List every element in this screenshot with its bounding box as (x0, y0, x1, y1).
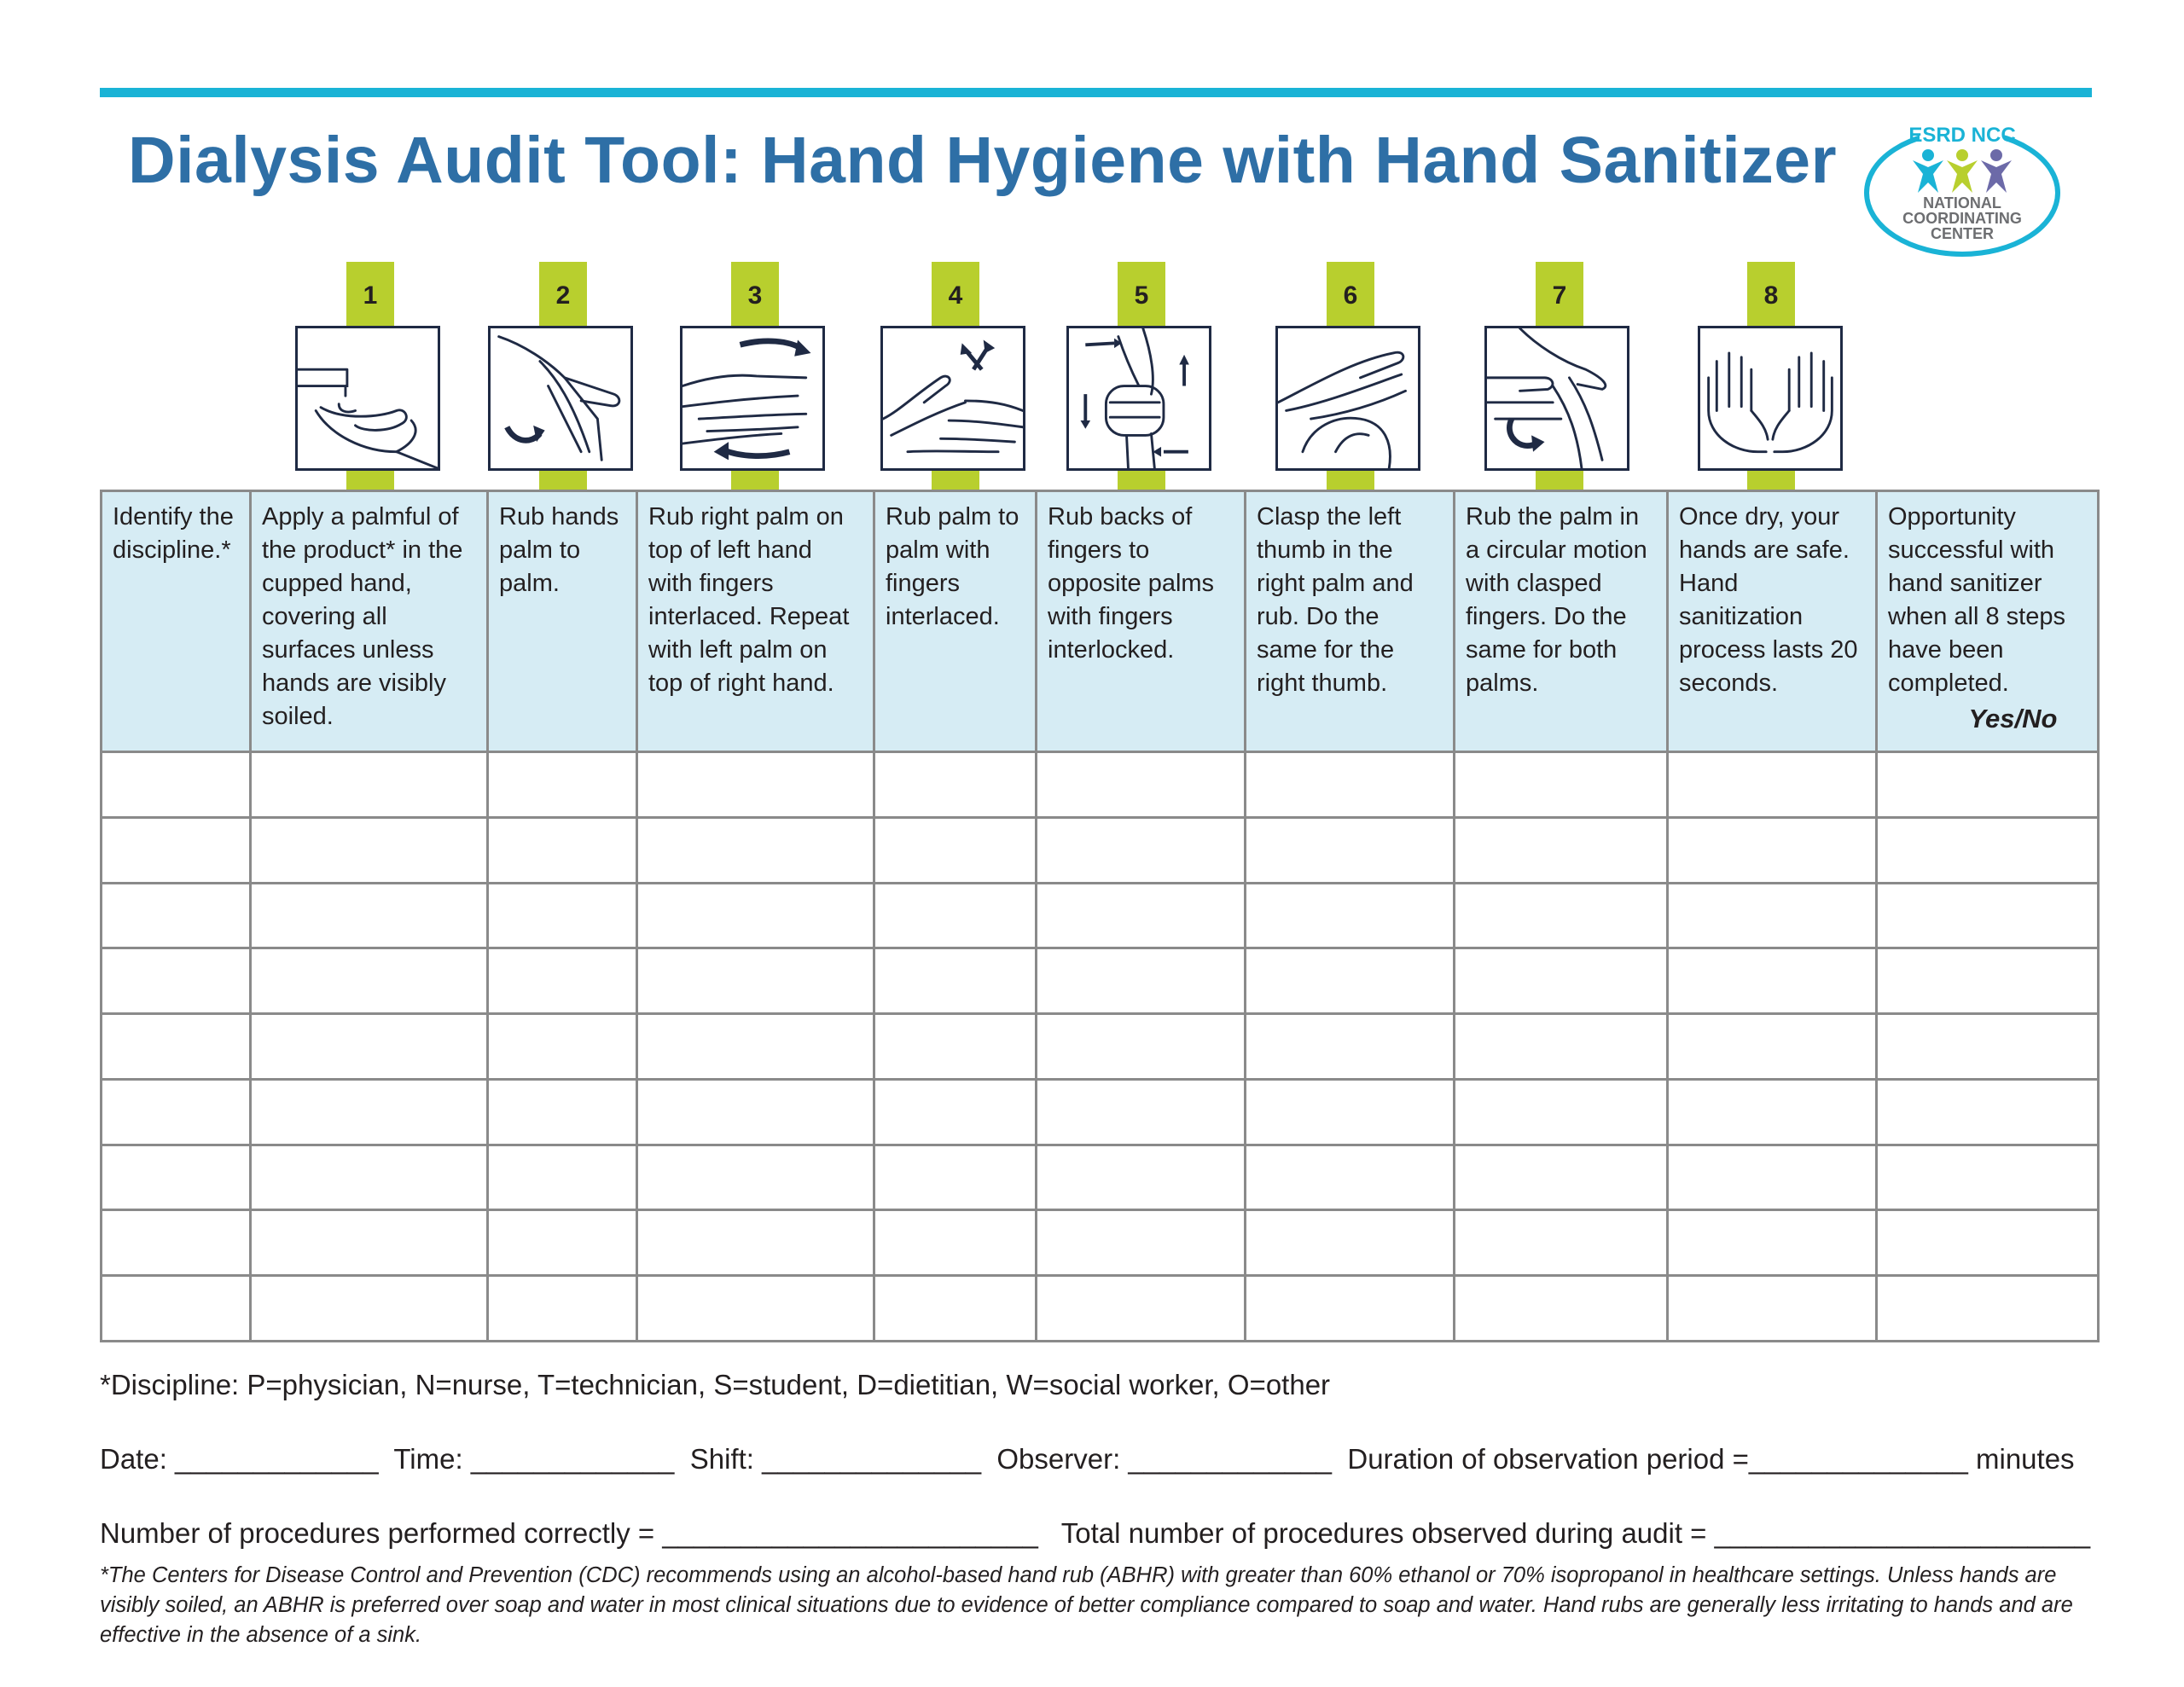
step-5-number: 5 (1118, 262, 1165, 326)
form-line-date-time: Date: _____________ Time: _____________ Shift: ______________ Observer: _____________ Duration of observation period =______________ minutes (100, 1443, 2075, 1475)
audit-entry-cell[interactable] (637, 752, 874, 818)
audit-entry-cell[interactable] (1877, 1210, 2099, 1276)
audit-entry-cell[interactable] (102, 1210, 251, 1276)
audit-entry-cell[interactable] (1455, 1276, 1668, 1342)
audit-entry-cell[interactable] (1668, 752, 1877, 818)
audit-entry-cell[interactable] (102, 948, 251, 1014)
audit-entry-cell[interactable] (1246, 752, 1455, 818)
audit-entry-cell[interactable] (488, 883, 637, 948)
audit-entry-cell[interactable] (1455, 948, 1668, 1014)
audit-entry-cell[interactable] (637, 817, 874, 883)
header-cell-step-2 (488, 491, 637, 752)
header-text: Rub hands palm to palm. (499, 503, 619, 597)
audit-entry-cell[interactable] (637, 883, 874, 948)
esrd-ncc-logo (1860, 116, 2065, 261)
header-text: Rub right palm on top of left hand with fingers interlaced. Repeat with left palm on top of right hand. (648, 503, 850, 697)
audit-entry-cell[interactable] (1037, 752, 1246, 818)
fingertips-circular-icon (1484, 326, 1629, 471)
header-cell-step-3 (637, 491, 874, 752)
step-7-number: 7 (1536, 262, 1583, 326)
audit-entry-cell[interactable] (1455, 752, 1668, 818)
audit-entry-cell[interactable] (251, 1079, 488, 1145)
audit-entry-cell[interactable] (1668, 1210, 1877, 1276)
audit-entry-cell[interactable] (488, 1210, 637, 1276)
yes-no-label: Yes/No (1968, 704, 2058, 733)
audit-entry-cell[interactable] (874, 948, 1037, 1014)
audit-entry-cell[interactable] (1455, 1014, 1668, 1080)
audit-entry-cell[interactable] (102, 883, 251, 948)
audit-entry-cell[interactable] (1877, 1079, 2099, 1145)
audit-entry-cell[interactable] (1455, 1210, 1668, 1276)
audit-entry-cell[interactable] (1455, 1145, 1668, 1210)
step-6-number: 6 (1327, 262, 1374, 326)
audit-entry-cell[interactable] (874, 1014, 1037, 1080)
audit-entry-cell[interactable] (874, 1210, 1037, 1276)
audit-entry-cell[interactable] (1877, 1014, 2099, 1080)
audit-entry-cell[interactable] (874, 817, 1037, 883)
audit-entry-cell[interactable] (1246, 1014, 1455, 1080)
audit-entry-cell[interactable] (1668, 817, 1877, 883)
audit-entry-cell[interactable] (1455, 883, 1668, 948)
svg-text:CENTER: CENTER (1930, 225, 1995, 242)
audit-entry-cell[interactable] (1455, 1079, 1668, 1145)
audit-entry-cell[interactable] (1668, 1276, 1877, 1342)
audit-entry-cell[interactable] (488, 752, 637, 818)
step-4-number: 4 (932, 262, 979, 326)
header-cell-outcome (1877, 491, 2099, 752)
audit-entry-cell[interactable] (488, 1079, 637, 1145)
audit-entry-cell[interactable] (251, 883, 488, 948)
audit-entry-cell[interactable] (251, 1145, 488, 1210)
audit-entry-cell[interactable] (1246, 1276, 1455, 1342)
step-8-tag-foot (1747, 471, 1795, 490)
audit-entry-cell[interactable] (1668, 883, 1877, 948)
audit-entry-cell[interactable] (102, 817, 251, 883)
audit-entry-cell[interactable] (1246, 883, 1455, 948)
audit-entry-row (102, 1079, 2099, 1145)
audit-entry-cell[interactable] (1455, 817, 1668, 883)
header-cell-step-5 (1037, 491, 1246, 752)
audit-entry-row (102, 948, 2099, 1014)
header-text: Opportunity successful with hand sanitizer when all 8 steps have been completed. (1888, 503, 2065, 697)
audit-entry-cell[interactable] (1877, 1145, 2099, 1210)
audit-entry-cell[interactable] (102, 1014, 251, 1080)
step-5-tag-foot (1118, 471, 1165, 490)
audit-entry-cell[interactable] (637, 1210, 874, 1276)
step-2-tag-foot (539, 471, 587, 490)
header-text: Clasp the left thumb in the right palm and rub. Do the same for the right thumb. (1257, 503, 1414, 697)
svg-text:ESRD NCC: ESRD NCC (1908, 124, 2016, 147)
audit-entry-cell[interactable] (1877, 948, 2099, 1014)
step-3-number: 3 (731, 262, 779, 326)
audit-entry-cell[interactable] (1037, 883, 1246, 948)
audit-entry-row (102, 883, 2099, 948)
audit-entry-cell[interactable] (874, 752, 1037, 818)
form-line-procedures: Number of procedures performed correctly = ________________________ Total number of procedures observed during audit = ________________________ (100, 1517, 2091, 1549)
audit-entry-cell[interactable] (1246, 817, 1455, 883)
audit-entry-cell[interactable] (1668, 1079, 1877, 1145)
audit-entry-cell[interactable] (874, 883, 1037, 948)
step-3-tag-foot (731, 471, 779, 490)
audit-entry-cell[interactable] (102, 752, 251, 818)
audit-entry-cell[interactable] (251, 817, 488, 883)
audit-entry-cell[interactable] (102, 1145, 251, 1210)
audit-entry-row (102, 1014, 2099, 1080)
audit-entry-cell[interactable] (251, 752, 488, 818)
audit-entry-cell[interactable] (1037, 948, 1246, 1014)
discipline-key: *Discipline: P=physician, N=nurse, T=technician, S=student, D=dietitian, W=social worker, O=other (100, 1369, 1331, 1400)
audit-entry-cell[interactable] (1668, 1014, 1877, 1080)
page-title: Dialysis Audit Tool: Hand Hygiene with Hand Sanitizer (128, 124, 1838, 197)
audit-entry-cell[interactable] (1668, 948, 1877, 1014)
audit-entry-cell[interactable] (251, 1014, 488, 1080)
audit-entry-cell[interactable] (874, 1276, 1037, 1342)
audit-entry-cell[interactable] (1037, 1210, 1246, 1276)
audit-entry-cell[interactable] (637, 948, 874, 1014)
audit-entry-cell[interactable] (637, 1276, 874, 1342)
header-cell-step-1 (251, 491, 488, 752)
audit-table (100, 490, 2100, 1342)
step-4-tag-foot (932, 471, 979, 490)
step-2-number: 2 (539, 262, 587, 326)
table-header-row (102, 491, 2099, 752)
audit-entry-cell[interactable] (1668, 1145, 1877, 1210)
audit-entry-cell[interactable] (1246, 948, 1455, 1014)
audit-entry-cell[interactable] (1037, 1276, 1246, 1342)
audit-entry-cell[interactable] (102, 1079, 251, 1145)
header-cell-step-8 (1668, 491, 1877, 752)
audit-entry-cell[interactable] (1246, 1210, 1455, 1276)
top-accent-bar (100, 88, 2092, 97)
audit-entry-cell[interactable] (1877, 817, 2099, 883)
audit-entry-cell[interactable] (488, 817, 637, 883)
step-8-number: 8 (1747, 262, 1795, 326)
audit-entry-cell[interactable] (1877, 752, 2099, 818)
audit-entry-row (102, 817, 2099, 883)
audit-entry-row (102, 1145, 2099, 1210)
step-6-tag-foot (1327, 471, 1374, 490)
audit-entry-cell[interactable] (1037, 1079, 1246, 1145)
audit-entry-row (102, 1210, 2099, 1276)
thumb-rotation-icon (1275, 326, 1420, 471)
audit-entry-cell[interactable] (1246, 1079, 1455, 1145)
svg-text:NATIONAL: NATIONAL (1923, 194, 2001, 212)
audit-entry-cell[interactable] (874, 1079, 1037, 1145)
palm-to-palm-icon (488, 326, 633, 471)
header-text: Rub backs of fingers to opposite palms with fingers interlocked. (1048, 503, 1215, 664)
header-cell-discipline (102, 491, 251, 752)
svg-text:COORDINATING: COORDINATING (1902, 210, 2022, 227)
step-1-number: 1 (346, 262, 394, 326)
audit-entry-cell[interactable] (1037, 1145, 1246, 1210)
audit-entry-cell[interactable] (874, 1145, 1037, 1210)
audit-entry-row (102, 752, 2099, 818)
audit-entry-cell[interactable] (488, 1014, 637, 1080)
cdc-footnote: *The Centers for Disease Control and Prevention (CDC) recommends using an alcohol-based hand rub (ABHR) with greater than 60% ethanol or 70% isopropanol in healthcare settings. Unless hands are visibly soiled, an ABHR is preferred over soap and water in most clinical situations due to evidence of better compliance compared to soap and water. Hand rubs are generally less irritating to hands and are effective in the absence of a sink. (100, 1563, 2073, 1647)
step-7-tag-foot (1536, 471, 1583, 490)
audit-entry-cell[interactable] (488, 1276, 637, 1342)
dry-hands-icon (1698, 326, 1843, 471)
audit-entry-cell[interactable] (637, 1079, 874, 1145)
header-text: Apply a palmful of the product* in the cupped hand, covering all surfaces unless hands are visibly soiled. (262, 503, 463, 730)
header-cell-step-7 (1455, 491, 1668, 752)
header-text: Rub palm to palm with fingers interlaced. (886, 503, 1019, 630)
audit-entry-cell[interactable] (102, 1276, 251, 1342)
step-1-tag-foot (346, 471, 394, 490)
audit-entry-cell[interactable] (1877, 883, 2099, 948)
header-text: Identify the discipline.* (113, 503, 234, 564)
header-text: Rub the palm in a circular motion with clasped fingers. Do the same for both palms. (1466, 503, 1647, 697)
audit-entry-cell[interactable] (1037, 817, 1246, 883)
audit-entry-cell[interactable] (637, 1014, 874, 1080)
backs-of-fingers-icon (1066, 326, 1211, 471)
audit-entry-cell[interactable] (1037, 1014, 1246, 1080)
audit-entry-cell[interactable] (637, 1145, 874, 1210)
header-cell-step-6 (1246, 491, 1455, 752)
audit-entry-row (102, 1276, 2099, 1342)
audit-entry-cell[interactable] (488, 1145, 637, 1210)
audit-entry-cell[interactable] (251, 1276, 488, 1342)
header-cell-step-4 (874, 491, 1037, 752)
audit-entry-cell[interactable] (251, 1210, 488, 1276)
audit-entry-cell[interactable] (1246, 1145, 1455, 1210)
audit-entry-cell[interactable] (1877, 1276, 2099, 1342)
sanitizer-dispense-icon (295, 326, 440, 471)
fingers-interlaced-icon (880, 326, 1025, 471)
palm-over-back-icon (680, 326, 825, 471)
audit-entry-cell[interactable] (488, 948, 637, 1014)
header-text: Once dry, your hands are safe. Hand sanitization process lasts 20 seconds. (1679, 503, 1858, 697)
audit-entry-cell[interactable] (251, 948, 488, 1014)
